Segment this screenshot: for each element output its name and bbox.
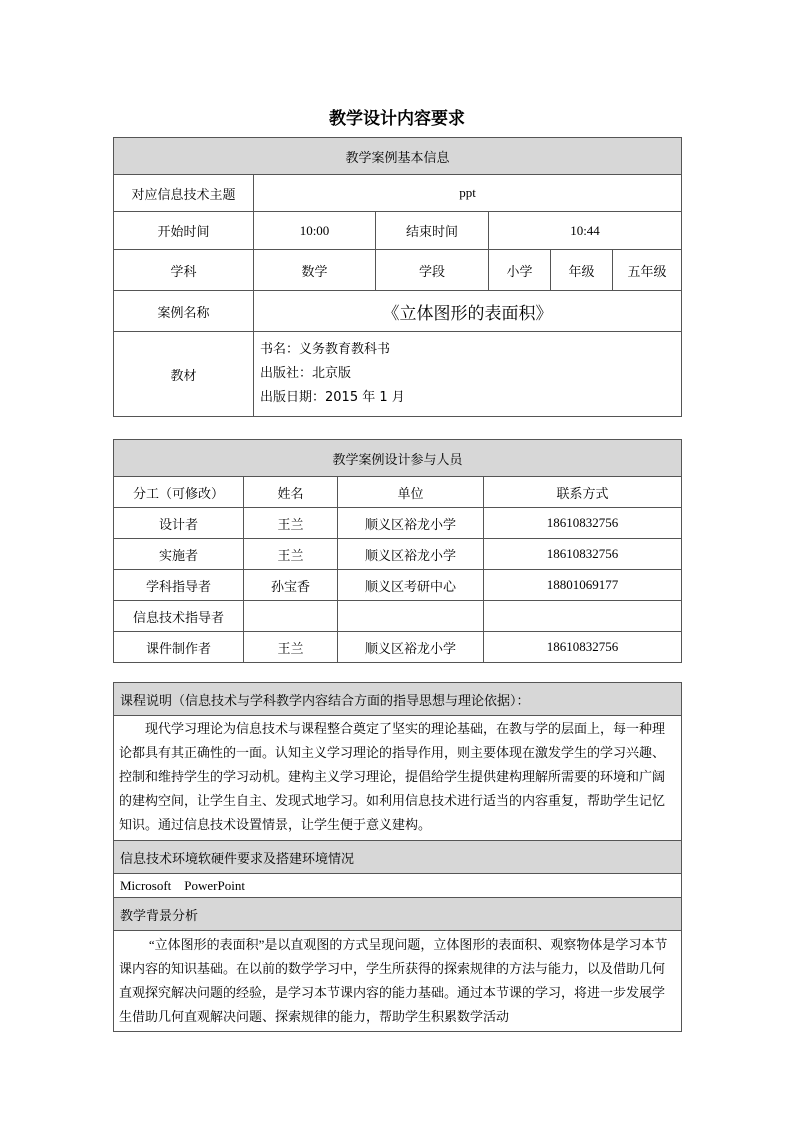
name-cell (244, 601, 338, 632)
start-time-label: 开始时间 (114, 212, 254, 250)
background-analysis (114, 931, 682, 1032)
environment-header: 信息技术环境软硬件要求及搭建环境情况 (114, 841, 682, 874)
table-row (114, 508, 682, 539)
basic-info-table (113, 137, 682, 417)
unit-cell: 顺义区裕龙小学 (338, 508, 484, 539)
grade-label: 年级 (551, 250, 613, 291)
course-text: 现代学习理论为信息技术与课程整合奠定了坚实的理论基础，在教与学的层面上，每一种理论都具有其正确性的一面。认知主义学习理论的指导作用，则主要体现在激发学生的学习兴趣、控制和维持学生的学习动机。建构主义学习理论，提倡给学生提供建构理解所需要的环境和广阔的建构空间，让学生自主、发现式地学习。如利用信息技术进行适当的内容重复，帮助学生记忆知识。通过信息技术设置情景，让学生便于意义建构。 (119, 722, 666, 833)
name-cell: 王兰 (244, 632, 338, 663)
topic-label: 对应信息技术主题 (114, 175, 254, 212)
end-time-label: 结束时间 (376, 212, 489, 250)
unit-cell (338, 601, 484, 632)
table-row (114, 570, 682, 601)
participants-table (113, 439, 682, 663)
contact-cell (484, 601, 682, 632)
contact-cell: 18610832756 (484, 539, 682, 570)
column-header: 单位 (338, 477, 484, 508)
textbook-line: 书名：义务教育教科书 (260, 342, 391, 357)
unit-cell: 顺义区考研中心 (338, 570, 484, 601)
stage-value: 小学 (489, 250, 551, 291)
topic-value: ppt (254, 175, 682, 212)
role-cell: 实施者 (114, 539, 244, 570)
case-name-value: 《立体图形的表面积》 (254, 291, 682, 332)
grade-value: 五年级 (613, 250, 682, 291)
start-time-value: 10:00 (254, 212, 376, 250)
table-row (114, 632, 682, 663)
role-cell: 设计者 (114, 508, 244, 539)
participants-header: 教学案例设计参与人员 (114, 440, 682, 477)
case-name-label: 案例名称 (114, 291, 254, 332)
name-cell: 王兰 (244, 508, 338, 539)
table-row (114, 539, 682, 570)
textbook-label: 教材 (114, 332, 254, 417)
column-header: 联系方式 (484, 477, 682, 508)
environment-value: Microsoft PowerPoint (114, 874, 682, 898)
column-header: 姓名 (244, 477, 338, 508)
course-table (113, 682, 682, 1032)
stage-label: 学段 (376, 250, 489, 291)
background-header: 教学背景分析 (114, 898, 682, 931)
textbook-line: 出版日期：2015 年 1 月 (260, 390, 405, 405)
subject-label: 学科 (114, 250, 254, 291)
role-cell: 课件制作者 (114, 632, 244, 663)
background-text: “立体图形的表面积”是以直观图的方式呈现问题，立体图形的表面积、观察物体是学习本节课内容的知识基础。在以前的数学学习中，学生所获得的探索规律的方法与能力，以及借助几何直观探究解决问题的经验，是学习本节课内容的能力基础。通过本节课的学习，将进一步发展学生借助几何直观解决问题、探索规律的能力，帮助学生积累数学活动 (119, 937, 668, 1024)
role-cell: 学科指导者 (114, 570, 244, 601)
unit-cell: 顺义区裕龙小学 (338, 539, 484, 570)
basic-info-header: 教学案例基本信息 (114, 138, 682, 175)
name-cell: 孙宝香 (244, 570, 338, 601)
subject-value: 数学 (254, 250, 376, 291)
course-header: 课程说明（信息技术与学科教学内容结合方面的指导思想与理论依据）： (114, 683, 682, 716)
role-cell: 信息技术指导者 (114, 601, 244, 632)
unit-cell: 顺义区裕龙小学 (338, 632, 484, 663)
name-cell: 王兰 (244, 539, 338, 570)
end-time-value: 10:44 (489, 212, 682, 250)
document-title: 教学设计内容要求 (329, 109, 465, 129)
contact-cell: 18610832756 (484, 632, 682, 663)
textbook-line: 出版社：北京版 (260, 366, 352, 381)
table-row (114, 601, 682, 632)
contact-cell: 18801069177 (484, 570, 682, 601)
column-header: 分工（可修改） (114, 477, 244, 508)
contact-cell: 18610832756 (484, 508, 682, 539)
textbook-info (254, 332, 682, 417)
course-description (114, 716, 682, 841)
